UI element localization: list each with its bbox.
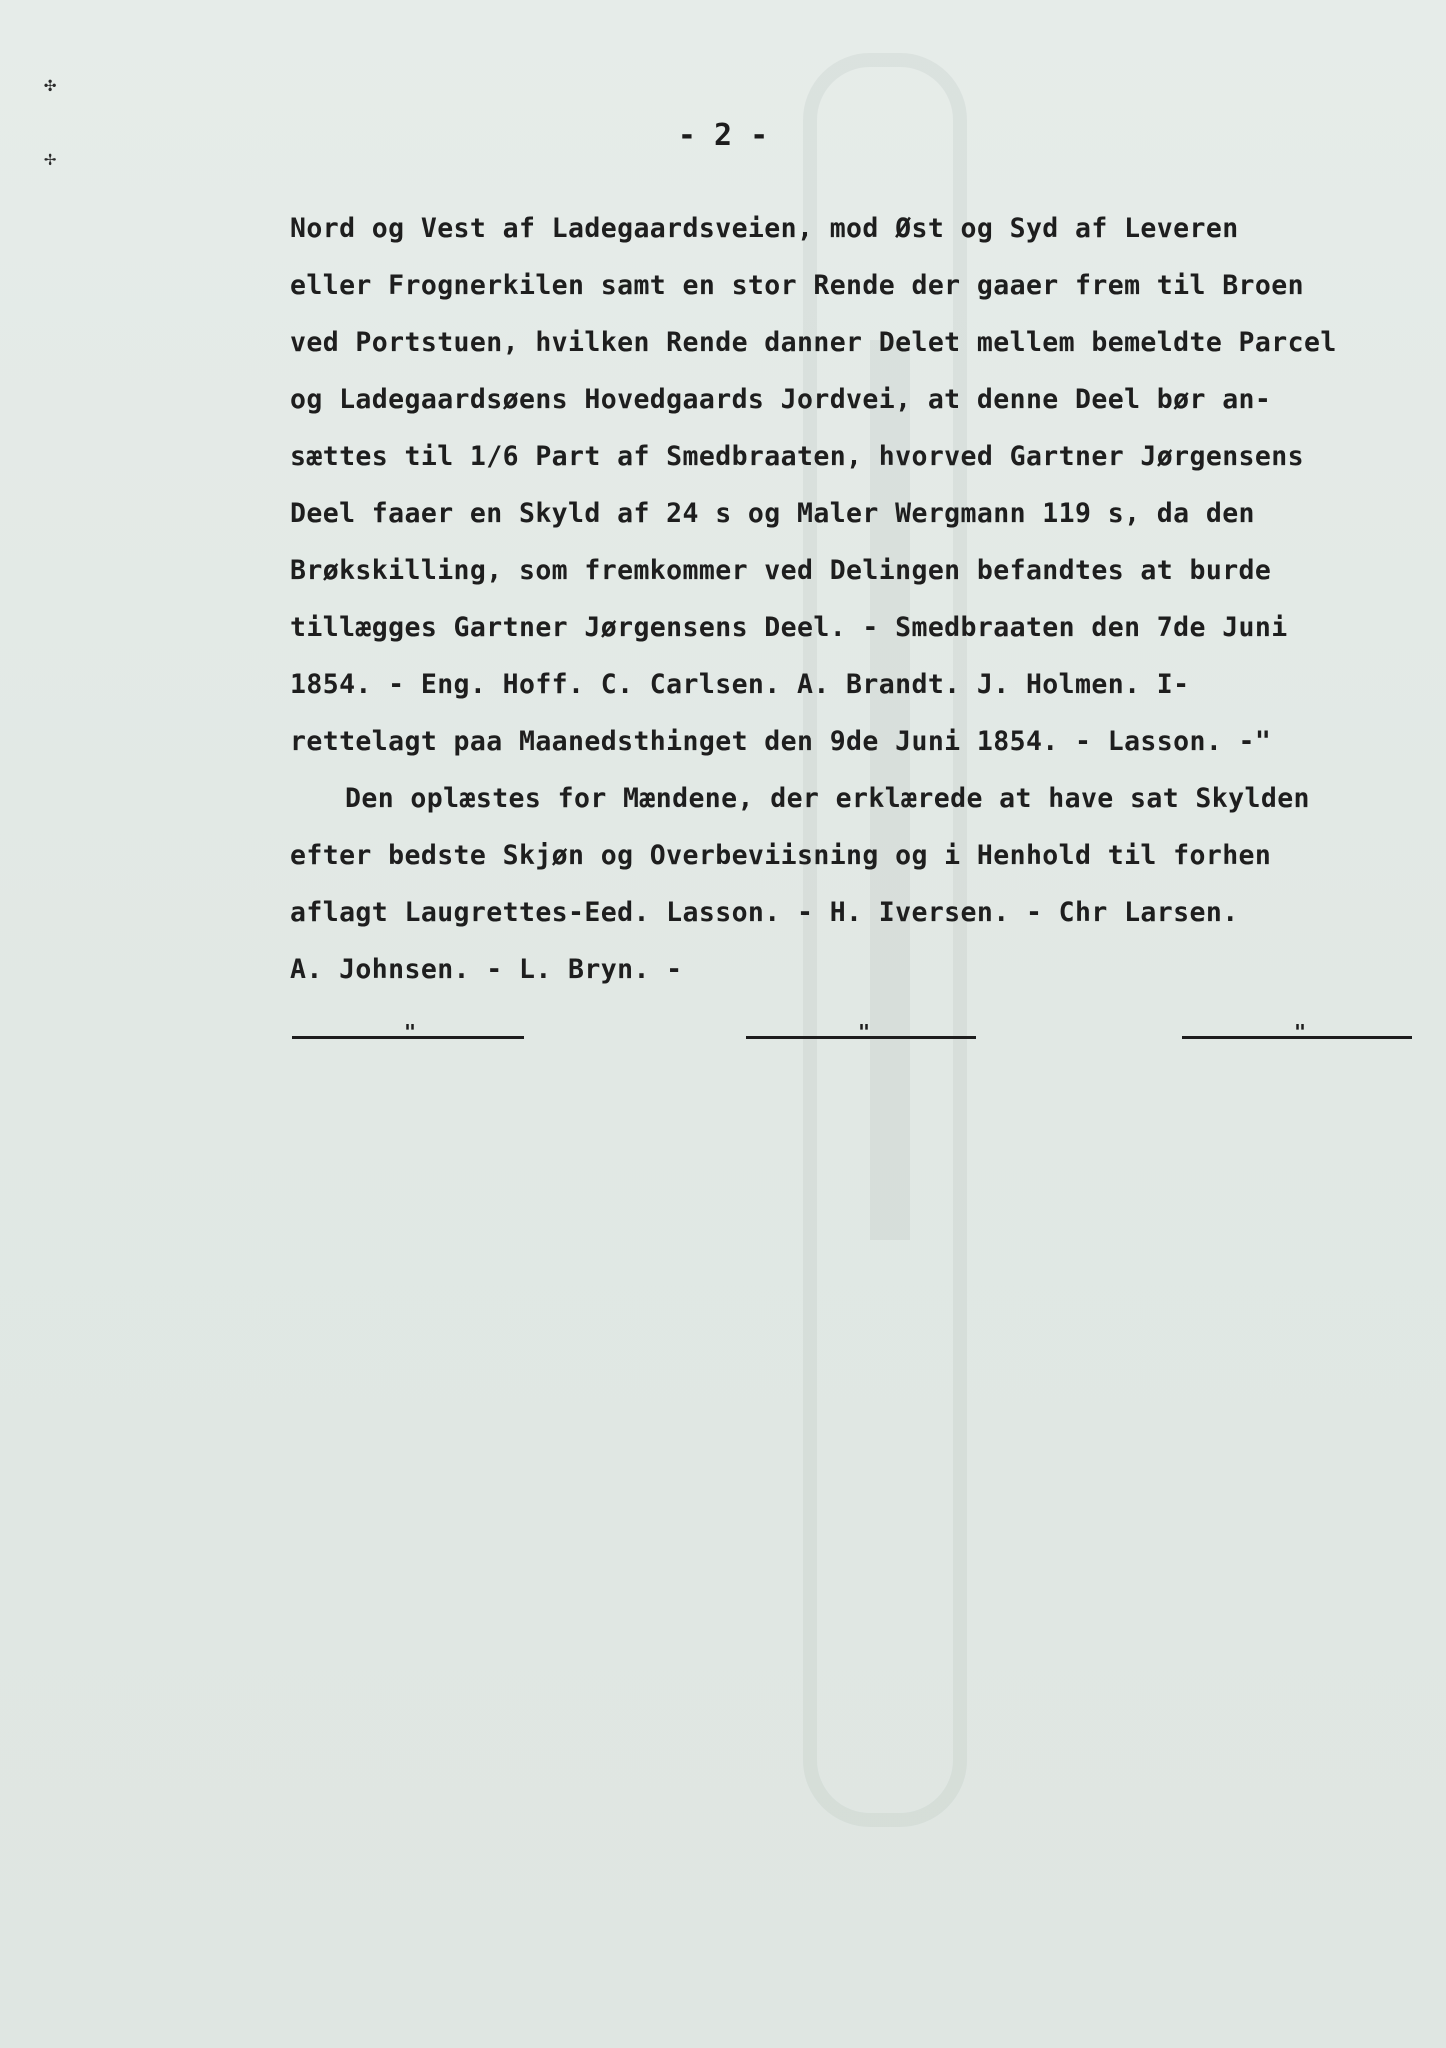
separator-rule <box>746 1020 976 1044</box>
text-line: og Ladegaardsøens Hovedgaards Jordvei, at denne Deel bør an- <box>290 384 1272 415</box>
body-text <box>290 200 1420 998</box>
punch-mark-icon: ✢ <box>44 146 57 170</box>
text-line: ved Portstuen, hvilken Rende danner Delet mellem bemeldte Parcel <box>290 327 1337 358</box>
ditto-mark: " <box>404 1020 417 1044</box>
text-line: efter bedste Skjøn og Overbeviisning og i Henhold til forhen <box>290 840 1272 871</box>
ditto-mark: " <box>1294 1020 1307 1044</box>
text-line: tillægges Gartner Jørgensens Deel. - Smedbraaten den 7de Juni <box>290 612 1288 643</box>
separator-rule <box>1182 1020 1412 1044</box>
page-number: - 2 - <box>677 118 769 153</box>
text-line: aflagt Laugrettes-Eed. Lasson. - H. Iversen. - Chr Larsen. <box>290 897 1239 928</box>
separator-rule <box>292 1020 524 1044</box>
text-line: Den oplæstes for Mændene, der erklærede at have sat Skylden <box>345 783 1310 814</box>
punch-mark-icon: ✣ <box>44 72 57 96</box>
text-line: A. Johnsen. - L. Bryn. - <box>290 954 683 985</box>
text-line: 1854. - Eng. Hoff. C. Carlsen. A. Brandt. J. Holmen. I- <box>290 669 1190 700</box>
text-line: eller Frognerkilen samt en stor Rende der gaaer frem til Broen <box>290 270 1304 301</box>
text-line: Brøkskilling, som fremkommer ved Delingen befandtes at burde <box>290 555 1272 586</box>
text-line: rettelagt paa Maanedsthinget den 9de Juni 1854. - Lasson. -" <box>290 726 1272 757</box>
ditto-mark: " <box>858 1020 871 1044</box>
text-line: sættes til 1/6 Part af Smedbraaten, hvorved Gartner Jørgensens <box>290 441 1304 472</box>
text-line: Deel faaer en Skyld af 24 s og Maler Wergmann 119 s, da den <box>290 498 1255 529</box>
text-line: Nord og Vest af Ladegaardsveien, mod Øst og Syd af Leveren <box>290 213 1239 244</box>
